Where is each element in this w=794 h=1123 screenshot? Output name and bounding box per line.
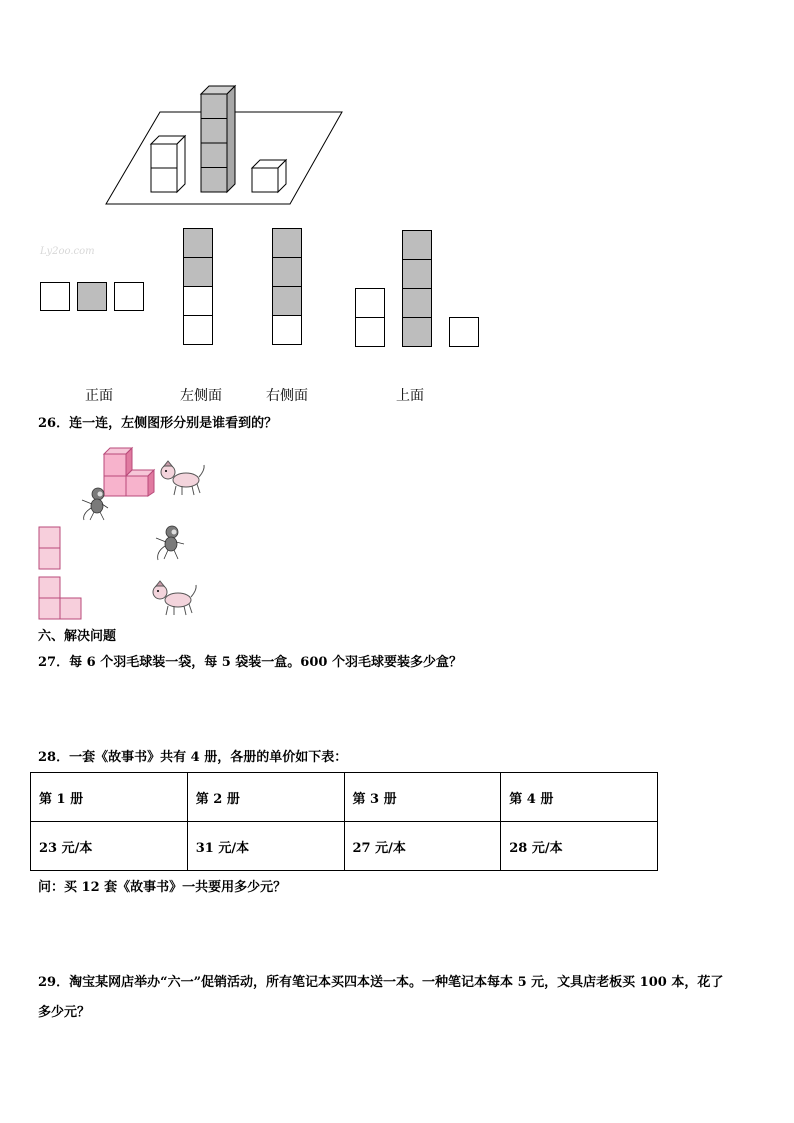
right-view-square bbox=[272, 257, 302, 287]
left-view-square bbox=[183, 315, 213, 345]
top-view-square bbox=[402, 230, 432, 260]
table-price-cell: 23 元/本 bbox=[31, 822, 188, 871]
view-shape-l-shape bbox=[38, 576, 84, 620]
top-view-square bbox=[402, 259, 432, 289]
section-6-title: 六、解决问题 bbox=[38, 629, 117, 644]
view-label-top: 上面 bbox=[396, 388, 424, 404]
dog-icon bbox=[158, 460, 208, 498]
table-header-cell: 第 3 册 bbox=[344, 773, 501, 822]
price-table bbox=[30, 772, 658, 871]
view-shape-two-squares bbox=[38, 526, 62, 570]
table-row bbox=[31, 773, 658, 822]
table-price-cell: 28 元/本 bbox=[501, 822, 658, 871]
left-view-square bbox=[183, 257, 213, 287]
watermark: Ly2oo.com bbox=[40, 246, 95, 257]
front-view-square bbox=[77, 282, 107, 311]
table-row bbox=[31, 822, 658, 871]
top-view-square bbox=[355, 288, 385, 318]
right-view-square bbox=[272, 286, 302, 316]
top-view-square bbox=[355, 317, 385, 347]
question-28-text: 28．一套《故事书》共有 4 册，各册的单价如下表： bbox=[38, 750, 348, 765]
view-label-right: 右侧面 bbox=[266, 388, 308, 404]
monkey-icon bbox=[78, 486, 114, 522]
top-view-square bbox=[449, 317, 479, 347]
table-header-cell: 第 2 册 bbox=[187, 773, 344, 822]
question-27-text: 27．每 6 个羽毛球装一袋，每 5 袋装一盒。600 个羽毛球要装多少盒？ bbox=[38, 655, 462, 670]
question-29-line1: 29．淘宝某网店举办“六一”促销活动，所有笔记本买四本送一本。一种笔记本每本 5 元，文具店老板买 100 本，花了 bbox=[38, 975, 724, 990]
view-label-front: 正面 bbox=[85, 388, 113, 404]
view-label-left: 左侧面 bbox=[180, 388, 222, 404]
top-view-square bbox=[402, 288, 432, 318]
left-view-square bbox=[183, 286, 213, 316]
right-view-square bbox=[272, 228, 302, 258]
front-view-square bbox=[40, 282, 70, 311]
table-header-cell: 第 1 册 bbox=[31, 773, 188, 822]
top-view-square bbox=[402, 317, 432, 347]
question-29-line2: 多少元？ bbox=[38, 1005, 91, 1020]
left-view-square bbox=[183, 228, 213, 258]
monkey-icon bbox=[152, 524, 188, 562]
cube-stack-figure bbox=[100, 80, 350, 210]
question-26-title: 26．连一连，左侧图形分别是谁看到的？ bbox=[38, 416, 278, 431]
front-view-square bbox=[114, 282, 144, 311]
right-view-square bbox=[272, 315, 302, 345]
dog-icon bbox=[150, 580, 200, 618]
table-price-cell: 27 元/本 bbox=[344, 822, 501, 871]
table-price-cell: 31 元/本 bbox=[187, 822, 344, 871]
table-header-cell: 第 4 册 bbox=[501, 773, 658, 822]
question-28-ask: 问：买 12 套《故事书》一共要用多少元？ bbox=[38, 880, 287, 895]
